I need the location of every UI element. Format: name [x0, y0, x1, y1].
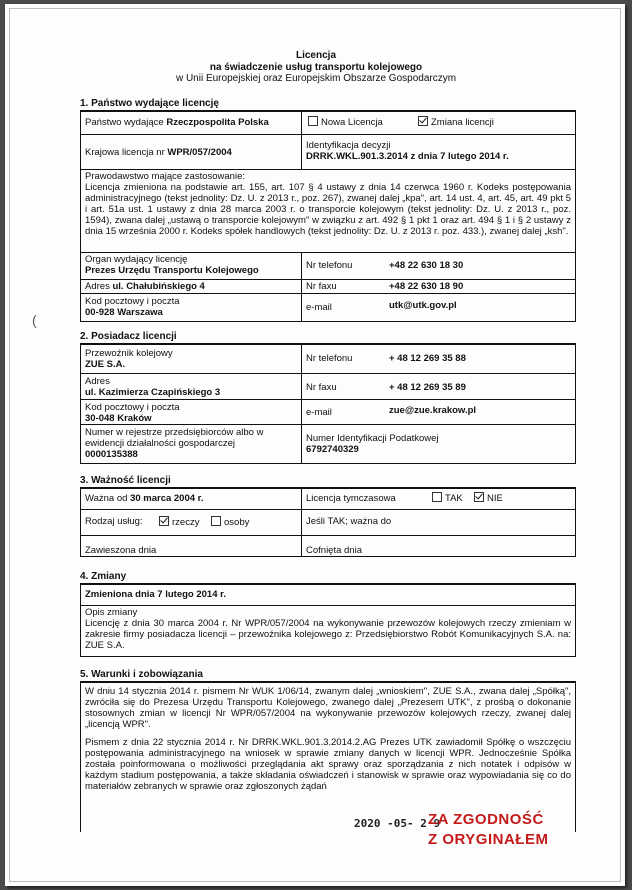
organ-phone-label: Nr telefonu — [301, 253, 385, 279]
change-license-checkbox[interactable] — [418, 116, 428, 126]
date-stamp: 2020 -05- 2 9 — [354, 817, 441, 830]
doc-subtitle-2: w Unii Europejskiej oraz Europejskim Obszarze Gospodarczym — [175, 73, 457, 84]
register-value: 0000135388 — [85, 449, 138, 460]
organ-address-value: ul. Chałubińskiego 4 — [112, 281, 205, 292]
tak-checkbox[interactable] — [432, 492, 442, 502]
decision-label: Identyfikacja decyzji — [306, 140, 391, 151]
organ-email-value: utk@utk.gov.pl — [389, 300, 457, 311]
holder-phone-value: + 48 12 269 35 88 — [389, 353, 466, 364]
certified-copy-stamp — [428, 810, 548, 850]
s1-row-state — [81, 112, 575, 134]
punch-hole-mark: ( — [32, 312, 37, 328]
changed-date: Zmieniona dnia 7 lutego 2014 r. — [85, 589, 226, 600]
holder-fax-value: + 48 12 269 35 89 — [389, 382, 466, 393]
nie-label: NIE — [487, 493, 503, 504]
decision-value: DRRK.WKL.901.3.2014 z dnia 7 lutego 2014 r. — [306, 151, 509, 162]
national-license-label: Krajowa licencja nr — [85, 147, 168, 158]
organ-value: Prezes Urzędu Transportu Kolejowego — [85, 265, 259, 276]
holder-phone-label: Nr telefonu — [301, 345, 385, 373]
goods-checkbox[interactable] — [159, 516, 169, 526]
conditions-paragraph-2: Pismem z dnia 22 stycznia 2014 r. Nr DRRK.WKL.901.3.2014.2.AG Prezes UTK zawiadomił Spółkę o wszczęciu postępowania administracyjnego na wniosek w sprawie zmiany danych w licencji WPR. Jednocześnie Spółka została poinformowana o możliwości przeglądania akt sprawy oraz sporządzania z nich notatek i odpisów w każdym stadium postępowania, a także składania oświadczeń i stanowisk w sprawie oraz wypowiadania się co do materiałów zebranych w sprawie oraz zgłoszonych żądań — [85, 737, 571, 792]
s4-row-changed — [81, 585, 575, 605]
carrier-label: Przewoźnik kolejowy — [85, 348, 173, 359]
holder-email-value: zue@zue.krakow.pl — [389, 405, 477, 416]
organ-postal-label: Kod pocztowy i poczta — [85, 296, 180, 307]
services-label: Rodzaj usług: — [85, 516, 143, 527]
change-desc-label: Opis zmiany — [85, 607, 138, 618]
organ-email-label: e-mail — [301, 294, 385, 322]
s1-row-national — [81, 134, 575, 169]
conditions-paragraph-1: W dniu 14 stycznia 2014 r. pismem Nr WUK 1/06/14, zwanym dalej „wnioskiem", ZUE S.A., zwana dalej „Spółką", zwróciła się do Prezesa Urzędu Transportu Kolejowego, zwanego dalej „Prezesem UTK", z prośbą o dokonanie stosownych zmian w licencji Nr WPR/057/2004 na wykonywanie przewozów kolejowych rzeczy, zwanej dalej „licencją WPR". — [85, 686, 571, 730]
holder-email-label: e-mail — [301, 400, 385, 424]
holder-fax-label: Nr faxu — [301, 374, 385, 399]
change-license-label: Zmiana licencji — [431, 117, 494, 128]
s2-row-postal — [81, 399, 575, 424]
s1-row-organ — [81, 252, 575, 279]
valid-from-value: 30 marca 2004 r. — [130, 493, 204, 504]
new-license-label: Nowa Licencja — [321, 117, 383, 128]
doc-subtitle: na świadczenie usług transportu kolejowego — [209, 62, 423, 73]
stamp-line-1: ZA ZGODNOŚĆ — [428, 811, 544, 828]
section-2-box — [80, 344, 576, 464]
persons-label: osoby — [224, 517, 250, 528]
temp-license-label: Licencja tymczasowa — [306, 493, 396, 504]
nip-label: Numer Identyfikacji Podatkowej — [306, 433, 439, 444]
s4-row-desc — [81, 605, 575, 657]
section-4-title: 4. Zmiany — [80, 571, 576, 584]
valid-from-label: Ważna od — [85, 493, 131, 504]
goods-label: rzeczy — [172, 517, 200, 528]
nie-checkbox[interactable] — [474, 492, 484, 502]
state-label: Państwo wydające — [85, 117, 167, 128]
change-desc-text: Licencję z dnia 30 marca 2004 r. Nr WPR/057/2004 na wykonywanie przewozów kolejowych rzeczy zmieniam w zakresie firmy posiadacza licencji – przewoźnika kolejowego z: Przedsiębiorstwo Robót Komunikacyjnych S.A. na: ZUE S.A. — [85, 618, 571, 651]
holder-postal-value: 30-048 Kraków — [85, 413, 152, 424]
doc-title: Licencja — [295, 50, 337, 61]
nip-value: 6792740329 — [306, 444, 359, 455]
stamp-line-2: Z ORYGINAŁEM — [428, 831, 549, 848]
new-license-checkbox[interactable] — [308, 116, 318, 126]
tak-label: TAK — [445, 493, 463, 504]
s1-row-postal — [81, 293, 575, 322]
s1-row-address — [81, 279, 575, 293]
organ-fax-label: Nr faxu — [301, 280, 385, 293]
section-2-title: 2. Posiadacz licencji — [80, 331, 576, 344]
s2-row-register — [81, 424, 575, 464]
section-5-title: 5. Warunki i zobowiązania — [80, 669, 576, 682]
persons-checkbox[interactable] — [211, 516, 221, 526]
law-text: Licencja zmieniona na podstawie art. 155, art. 107 § 4 ustawy z dnia 14 czerwca 1960 r. Kodeks postępowania administracyjnego (tekst jednolity: Dz. U. z 2013 r., poz. 267), zwanej dalej „kpa", art. 14 ust. 4, art. 45, art. 49 pkt 5 i art. 51a ust. 1 ustawy z dnia 28 marca 2003 r. o transporcie kolejowym (tekst jednolity: Dz. U. z 2013 r., poz. 1594), zwana dalej „ustawą o transporcie kolejowym" w związku z art. 492 § 1 pkt 1 oraz art. 494 § 1 i § 2 ustawy z dnia 15 września 2000 r. Kodeks spółek handlowych (tekst jednolity: Dz. U. z 2013 r. poz. 433.), zwanej dalej „ksh". — [85, 182, 571, 237]
carrier-value: ZUE S.A. — [85, 359, 126, 370]
revoked-label: Cofnięta dnia — [301, 536, 575, 557]
organ-fax-value: +48 22 630 18 90 — [389, 281, 464, 292]
s3-row-services — [81, 509, 575, 535]
section-4-box — [80, 584, 576, 657]
suspended-label: Zawieszona dnia — [85, 545, 157, 556]
organ-phone-value: +48 22 630 18 30 — [389, 260, 464, 271]
holder-address-value: ul. Kazimierza Czapińskiego 3 — [85, 387, 221, 398]
if-yes-label: Jeśli TAK; ważna do — [301, 510, 575, 535]
law-label: Prawodawstwo mające zastosowanie: — [85, 171, 245, 182]
section-3-box — [80, 488, 576, 557]
s2-row-address — [81, 373, 575, 399]
national-license-value: WPR/057/2004 — [167, 147, 232, 158]
section-1-title: 1. Państwo wydające licencję — [80, 98, 576, 111]
section-1-box — [80, 111, 576, 322]
holder-postal-label: Kod pocztowy i poczta — [85, 402, 180, 413]
s3-row-valid — [81, 489, 575, 509]
register-label: Numer w rejestrze przedsiębiorców albo w ewidencji działalności gospodarczej — [85, 427, 264, 449]
organ-address-label: Adres — [85, 281, 113, 292]
s3-row-suspended — [81, 535, 575, 557]
section-3-title: 3. Ważność licencji — [80, 475, 576, 488]
s2-row-carrier — [81, 345, 575, 373]
organ-label: Organ wydający licencję — [85, 254, 188, 265]
state-value: Rzeczpospolita Polska — [166, 117, 269, 128]
holder-address-label: Adres — [85, 376, 110, 387]
organ-postal-value: 00-928 Warszawa — [85, 307, 163, 318]
s1-row-law — [81, 169, 575, 252]
